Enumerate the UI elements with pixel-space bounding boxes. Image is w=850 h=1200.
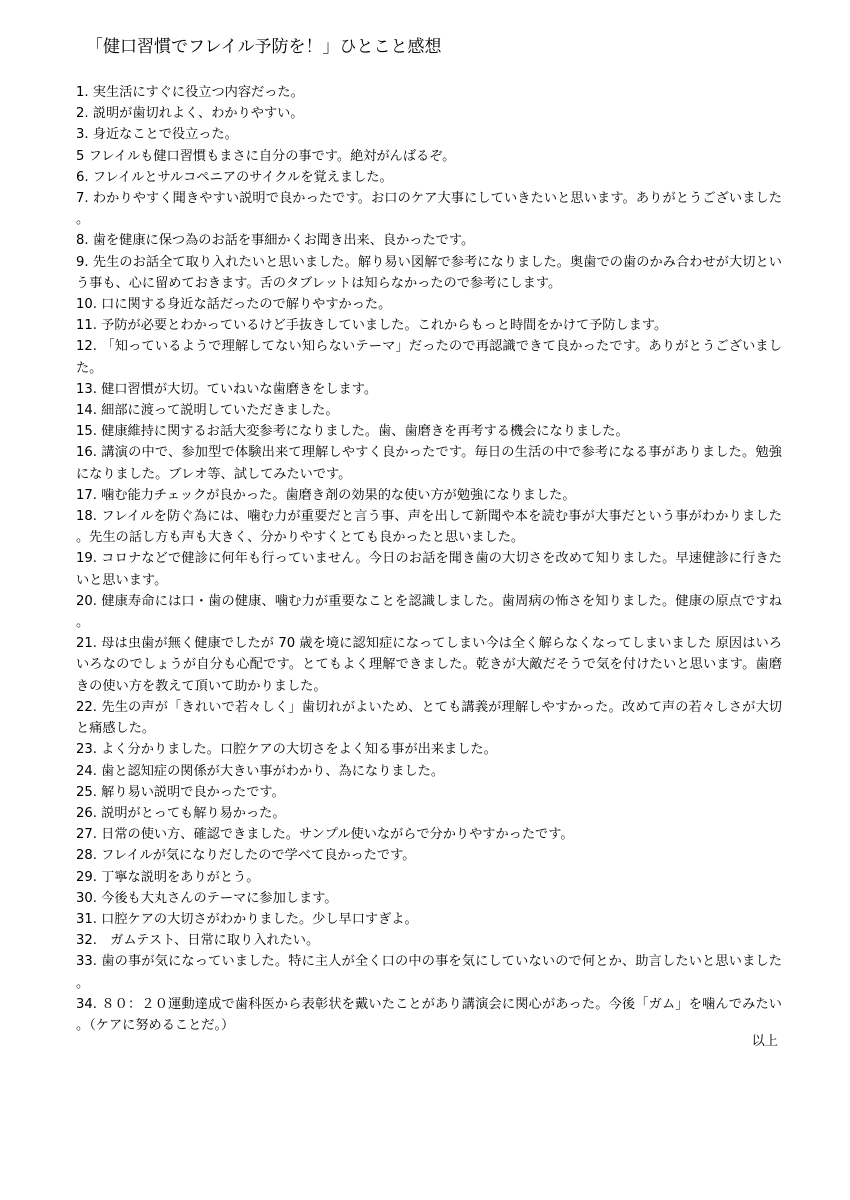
comment-item: 5 フレイルも健口習慣もまさに自分の事です。絶対がんばるぞ。: [76, 148, 456, 164]
comment-item: 9. 先生のお話全て取り入れたいと思いました。解り易い図解で参考になりました。奥歯での歯のかみ合わせが大切という事も、心に留めておきます。舌のタブレットは知らなかったので参考にします。: [76, 254, 782, 291]
comment-item: 23. よく分かりました。口腔ケアの大切さをよく知る事が出来ました。: [76, 742, 497, 758]
comment-item: 32. ガムテスト、日常に取り入れたい。: [76, 933, 320, 949]
comment-item: 33. 歯の事が気になっていました。特に主人が全く口の中の事を気にしていないので何とか、助言したいと思いました。: [76, 954, 782, 991]
comment-item: 14. 細部に渡って説明していただきました。: [76, 403, 339, 419]
comment-item: 7. わかりやすく聞きやすい説明で良かったです。お口のケア大事にしていきたいと思います。ありがとうございました。: [76, 191, 782, 228]
comment-item: 22. 先生の声が「きれいで若々しく」歯切れがよいため、とても講義が理解しやすかった。改めて声の若々しさが大切と痛感した。: [76, 699, 782, 737]
comment-item: 27. 日常の使い方、確認できました。サンプル使いながらで分かりやすかったです。: [76, 827, 574, 843]
comment-item: 6. フレイルとサルコペニアのサイクルを覚えました。: [76, 169, 393, 185]
comment-item: 13. 健口習慣が大切。ていねいな歯磨きをします。: [76, 381, 378, 397]
comment-item: 20. 健康寿命には口・歯の健康、噛む力が重要なことを認識しました。歯周病の怖さを知りました。健康の原点ですね。: [76, 593, 782, 631]
comment-item: 10. 口に関する身近な話だったので解りやすかった。: [76, 297, 392, 313]
comment-item: 2. 説明が歯切れよく、わかりやすい。: [76, 106, 304, 122]
comment-item: 29. 丁寧な説明をありがとう。: [76, 869, 260, 885]
comment-item: 11. 予防が必要とわかっているけど手抜きしていました。これからもっと時間をかけて予防します。: [76, 318, 668, 334]
comment-item: 31. 口腔ケアの大切さがわかりました。少し早口すぎよ。: [76, 911, 418, 927]
comment-item: 25. 解り易い説明で良かったです。: [76, 784, 285, 800]
comment-item: 28. フレイルが気になりだしたので学べて良かったです。: [76, 848, 416, 864]
comment-item: 26. 説明がとっても解り易かった。: [76, 805, 286, 821]
comment-item: 16. 講演の中で、参加型で体験出来て理解しやすく良かったです。毎日の生活の中で参考になる事がありました。勉強になりました。ブレオ等、試してみたいです。: [76, 445, 782, 482]
comment-item: 15. 健康維持に関するお話大変参考になりました。歯、歯磨きを再考する機会になりました。: [76, 424, 629, 440]
comment-item: 3. 身近なことで役立った。: [76, 127, 238, 143]
comment-item: 8. 歯を健康に保つ為のお話を事細かくお聞き出来、良かったです。: [76, 233, 475, 249]
comment-list: [76, 82, 782, 1036]
document-title: 「健口習慣でフレイル予防を！」ひとこと感想: [86, 37, 442, 57]
comment-item: 18. フレイルを防ぐ為には、噛む力が重要だと言う事、声を出して新聞や本を読む事が大事だという事がわかりました。先生の話し方も声も大きく、分かりやすくとても良かったと思いました。: [76, 509, 782, 546]
closing-note: 以上: [751, 1034, 778, 1049]
comment-item: 34. ８０：２０運動達成で歯科医から表彰状を戴いたことがあり講演会に関心があった。今後「ガム」を噛んでみたい。（ケアに努めることだ。）: [76, 996, 782, 1033]
comment-item: 1. 実生活にすぐに役立つ内容だった。: [76, 85, 304, 100]
comment-item: 30. 今後も大丸さんのテーマに参加します。: [76, 890, 338, 906]
comment-item: 19. コロナなどで健診に何年も行っていません。今日のお話を聞き歯の大切さを改めて知りました。早速健診に行きたいと思います。: [76, 551, 782, 588]
comment-item: 21. 母は虫歯が無く健康でしたが 70 歳を境に認知症になってしまい今は全く解らなくなってしまいました 原因はいろいろなのでしょうが自分も心配です。とてもよく理解できました。乾きが大敵だそうで気を付けたいと思います。歯磨きの使い方を教えて頂いて助かりました。: [76, 636, 782, 694]
comment-item: 17. 噛む能力チェックが良かった。歯磨き剤の効果的な使い方が勉強になりました。: [76, 487, 576, 503]
comment-item: 12. 「知っているようで理解してない知らないテーマ」だったので再認識できて良かったです。ありがとうございました。: [76, 339, 782, 376]
comment-item: 24. 歯と認知症の関係が大きい事がわかり、為になりました。: [76, 763, 445, 779]
